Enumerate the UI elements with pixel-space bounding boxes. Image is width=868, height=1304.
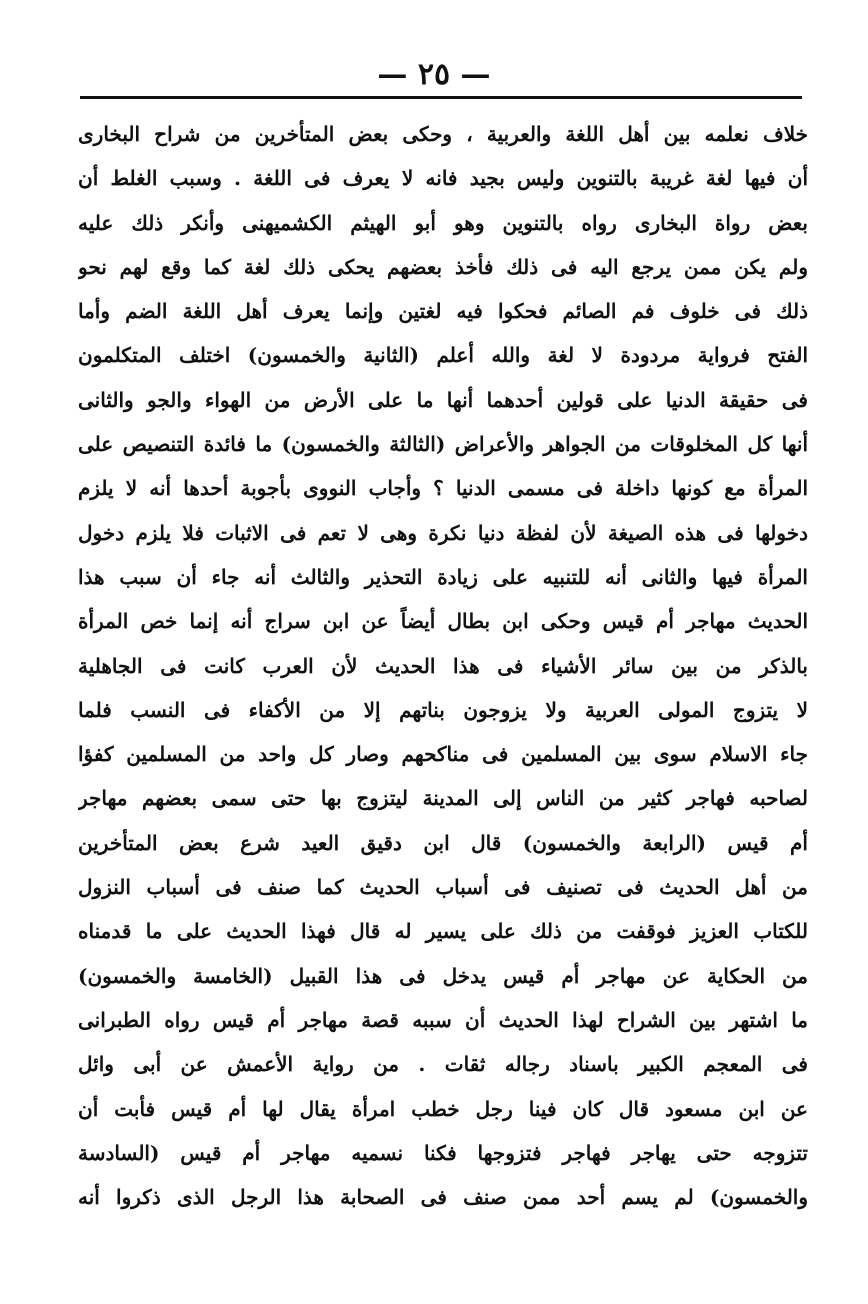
text-line: عن ابن مسعود قال كان فينا رجل خطب امرأة يقال لها أم قيس فأبت أن (78, 1096, 808, 1121)
text-line: بعض رواة البخارى رواه بالتنوين وهو أبو الهيثم الكشميهنى وأنكر ذلك عليه (78, 210, 808, 235)
text-line: للكتاب العزيز فوقفت من ذلك على يسير له قال فهذا الحديث على ما قدمناه (78, 919, 808, 944)
text-line: دخولها فى هذه الصيغة لأن لفظة دنيا نكرة وهى لا تعم فى الاثبات فلا يلزم دخول (78, 520, 808, 545)
text-line: بالذكر من بين سائر الأشياء فى هذا الحديث لأن العرب كانت فى الجاهلية (78, 653, 808, 678)
text-line: الحديث مهاجر أم قيس وحكى ابن بطال أيضاً عن ابن سراج أنه إنما خص المرأة (78, 609, 808, 634)
text-line: أن فيها لغة غريبة بالتنوين وليس بجيد فانه لا يعرف فى اللغة . وسبب الغلط أن (78, 166, 808, 191)
text-line: ما اشتهر بين الشراح لهذا الحديث أن سببه قصة مهاجر أم قيس رواه الطبرانى (78, 1007, 808, 1032)
text-line: فى المعجم الكبير باسناد رجاله ثقات . من رواية الأعمش عن أبى وائل (78, 1052, 808, 1077)
text-line: جاء الاسلام سوى بين المسلمين فى مناكحهم وصار كل واحد من المسلمين كفؤا (78, 742, 808, 767)
page-number: — ٢٥ — (377, 57, 491, 92)
text-line: فى حقيقة الدنيا على قولين أحدهما أنها ما على الأرض من الهواء والجو والثانى (78, 387, 808, 412)
body-text (78, 112, 808, 1219)
text-line: أنها كل المخلوقات من الجواهر والأعراض (الثالثة والخمسون) ما فائدة التنصيص على (78, 432, 808, 457)
header-rule (80, 96, 802, 99)
text-line: أم قيس (الرابعة والخمسون) قال ابن دقيق العيد شرع بعض المتأخرين (78, 830, 808, 855)
text-line: ولم يكن ممن يرجع اليه فى ذلك فأخذ بعضهم يحكى ذلك لغة كما وقع لهم نحو (78, 254, 808, 279)
text-line: لا يتزوج المولى العربية ولا يزوجون بناتهم إلا من الأكفاء فى النسب فلما (78, 697, 808, 722)
text-line: الفتح فرواية مردودة لا لغة والله أعلم (الثانية والخمسون) اختلف المتكلمون (78, 343, 808, 368)
text-line: تتزوجه حتى يهاجر فهاجر فتزوجها فكنا نسميه مهاجر أم قيس (السادسة (78, 1140, 808, 1165)
text-line: لصاحبه فهاجر كثير من الناس إلى المدينة ليتزوج بها حتى سمى بعضهم مهاجر (78, 786, 808, 811)
text-line: المرأة مع كونها داخلة فى مسمى الدنيا ؟ وأجاب النووى بأجوبة أحدها أنه لا يلزم (78, 476, 808, 501)
text-line: من الحكاية عن مهاجر أم قيس يدخل فى هذا القبيل (الخامسة والخمسون) (78, 963, 808, 988)
text-line: والخمسون) لم يسم أحد ممن صنف فى الصحابة هذا الرجل الذى ذكروا أنه (78, 1185, 808, 1210)
text-line: المرأة فيها والثانى أنه للتنبيه على زيادة التحذير والثالث أنه جاء أن سبب هذا (78, 564, 808, 589)
text-line: من أهل الحديث فى تصنيف فى أسباب الحديث كما صنف فى أسباب النزول (78, 875, 808, 900)
text-line: خلاف نعلمه بين أهل اللغة والعربية ، وحكى بعض المتأخرين من شراح البخارى (78, 122, 808, 146)
text-line: ذلك فى خلوف فم الصائم فحكوا فيه لغتين وإنما يعرف أهل اللغة الضم وأما (78, 299, 808, 324)
